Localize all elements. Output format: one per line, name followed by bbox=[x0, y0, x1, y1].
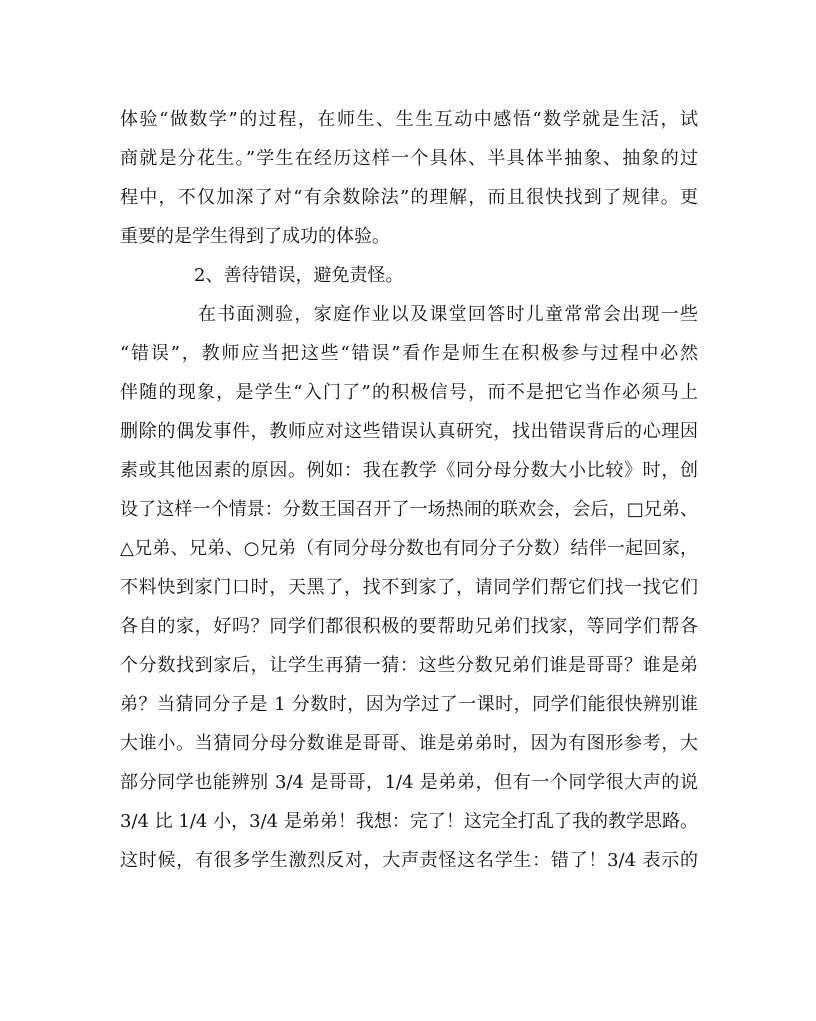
section-heading: 2、善待错误，避免责怪。 bbox=[194, 265, 404, 286]
text-line-6: 在书面测验，家庭作业以及课堂回答时儿童常常会出现一些 bbox=[198, 304, 698, 325]
text-line-1: 体验“做数学”的过程，在师生、生生互动中感悟“数学就是生活，试 bbox=[120, 109, 698, 130]
text-line-10: 素或其他因素的原因。例如：我在教学《同分母分数大小比较》时，创 bbox=[120, 460, 698, 481]
text-line-13: 不料快到家门口时，天黑了，找不到家了，请同学们帮它们找一找它们 bbox=[120, 577, 698, 598]
text-line-12: △兄弟、兄弟、○兄弟（有同分母分数也有同分子分数）结伴一起回家， bbox=[120, 538, 698, 559]
text-line-20: 这时候，有很多学生激烈反对，大声责怪这名学生：错了！3/4 表示的 bbox=[120, 850, 698, 871]
text-line-7: “错误”，教师应当把这些“错误”看作是师生在积极参与过程中必然 bbox=[120, 343, 698, 364]
body-text bbox=[120, 100, 698, 880]
text-line-15: 个分数找到家后，让学生再猜一猜：这些分数兄弟们谁是哥哥？谁是弟 bbox=[120, 655, 698, 676]
text-line-18: 部分同学也能辨别 3/4 是哥哥，1/4 是弟弟，但有一个同学很大声的说 bbox=[120, 772, 698, 793]
text-line-11: 设了这样一个情景：分数王国召开了一场热闹的联欢会，会后，□兄弟、 bbox=[120, 499, 698, 520]
text-line-19: 3/4 比 1/4 小，3/4 是弟弟！我想：完了！这完全打乱了我的教学思路。 bbox=[120, 811, 698, 832]
text-line-17: 大谁小。当猜同分母分数谁是哥哥、谁是弟弟时，因为有图形参考，大 bbox=[120, 733, 698, 754]
text-line-3: 程中，不仅加深了对“有余数除法”的理解，而且很快找到了规律。更 bbox=[120, 187, 698, 208]
text-line-2: 商就是分花生。”学生在经历这样一个具体、半具体半抽象、抽象的过 bbox=[120, 148, 698, 169]
text-line-14: 各自的家，好吗？同学们都很积极的要帮助兄弟们找家，等同学们帮各 bbox=[120, 616, 698, 637]
text-line-16: 弟？当猜同分子是 1 分数时，因为学过了一课时，同学们能很快辨别谁 bbox=[120, 694, 698, 715]
text-line-8: 伴随的现象，是学生“入门了”的积极信号，而不是把它当作必须马上 bbox=[120, 382, 698, 403]
text-line-9: 删除的偶发事件，教师应对这些错误认真研究，找出错误背后的心理因 bbox=[120, 421, 698, 442]
text-line-4: 重要的是学生得到了成功的体验。 bbox=[120, 226, 390, 247]
